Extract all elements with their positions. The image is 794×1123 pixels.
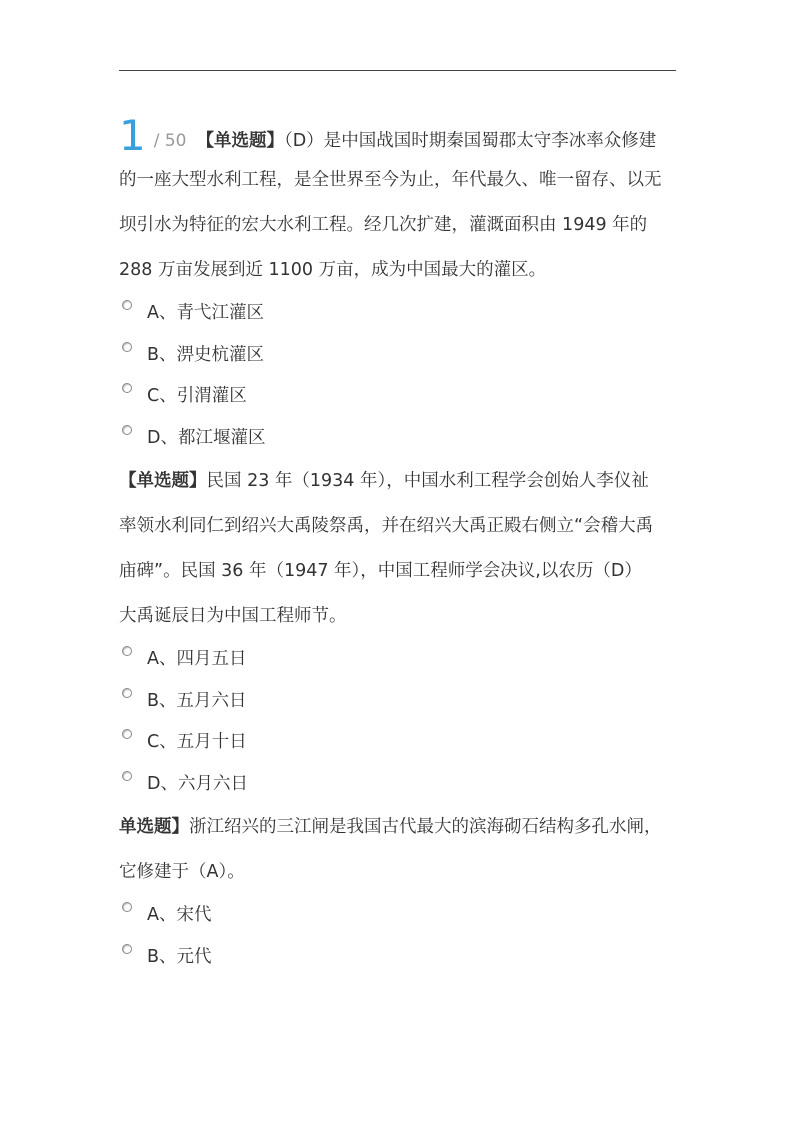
question-text: 率领水利同仁到绍兴大禹陵祭禹，并在绍兴大禹正殿右侧立“会稽大禹 [119,516,654,536]
option-label: D、都江堰灌区 [147,427,266,448]
option-label: A、宋代 [147,905,212,925]
radio-button[interactable] [122,646,132,656]
question-total: / 50 [153,131,187,151]
option-label: B、淠史杭灌区 [147,344,265,365]
option-label: C、五月十日 [147,732,247,752]
question-text: 庙碑”。民国 36 年（1947 年），中国工程师学会决议,以农历（D） [119,561,642,581]
radio-button[interactable] [122,300,132,310]
question-3 [119,805,679,978]
radio-button[interactable] [122,944,132,954]
question-text: （D）是中国战国时期秦国蜀郡太守李冰率众修建 [284,131,657,151]
option-label: A、四月五日 [147,649,247,669]
radio-button[interactable] [122,425,132,435]
option-b[interactable] [119,937,679,979]
question-text: 民国 23 年（1934 年），中国水利工程学会创始人李仪祉 [206,471,649,491]
radio-button[interactable] [122,688,132,698]
question-type: 单选题】 [119,817,189,837]
question-1 [119,113,679,459]
radio-button[interactable] [122,902,132,912]
question-stem-line [119,459,679,504]
question-type: 【单选题】 [196,131,284,151]
question-stem-line [119,805,679,850]
question-text: 288 万亩发展到近 1100 万亩，成为中国最大的灌区。 [119,260,547,280]
option-label: D、六月六日 [147,773,248,794]
question-text: 坝引水为特征的宏大水利工程。经几次扩建，灌溉面积由 1949 年的 [119,215,648,235]
header-divider [119,70,676,71]
question-list [119,113,679,978]
radio-button[interactable] [122,729,132,739]
option-d[interactable] [119,764,679,806]
question-text: 浙江绍兴的三江闸是我国古代最大的滨海砌石结构多孔水闸， [189,817,662,837]
option-c[interactable] [119,722,679,764]
option-a[interactable] [119,639,679,681]
question-text: 它修建于（A）。 [119,862,245,882]
option-label: A、青弋江灌区 [147,303,264,323]
question-text: 大禹诞辰日为中国工程师节。 [119,606,347,626]
question-number: 1 [119,111,146,160]
radio-button[interactable] [122,383,132,393]
option-b[interactable] [119,681,679,723]
option-label: B、五月六日 [147,690,247,711]
option-label: C、引渭灌区 [147,386,247,406]
option-label: B、元代 [147,946,212,967]
option-a[interactable] [119,895,679,937]
question-type: 【单选题】 [119,471,207,491]
question-stem-line [119,113,679,158]
question-text: 的一座大型水利工程，是全世界至今为止，年代最久、唯一留存、以无 [119,170,662,190]
option-a[interactable] [119,293,679,335]
radio-button[interactable] [122,342,132,352]
option-c[interactable] [119,376,679,418]
option-d[interactable] [119,418,679,460]
radio-button[interactable] [122,771,132,781]
option-b[interactable] [119,335,679,377]
question-2 [119,459,679,805]
